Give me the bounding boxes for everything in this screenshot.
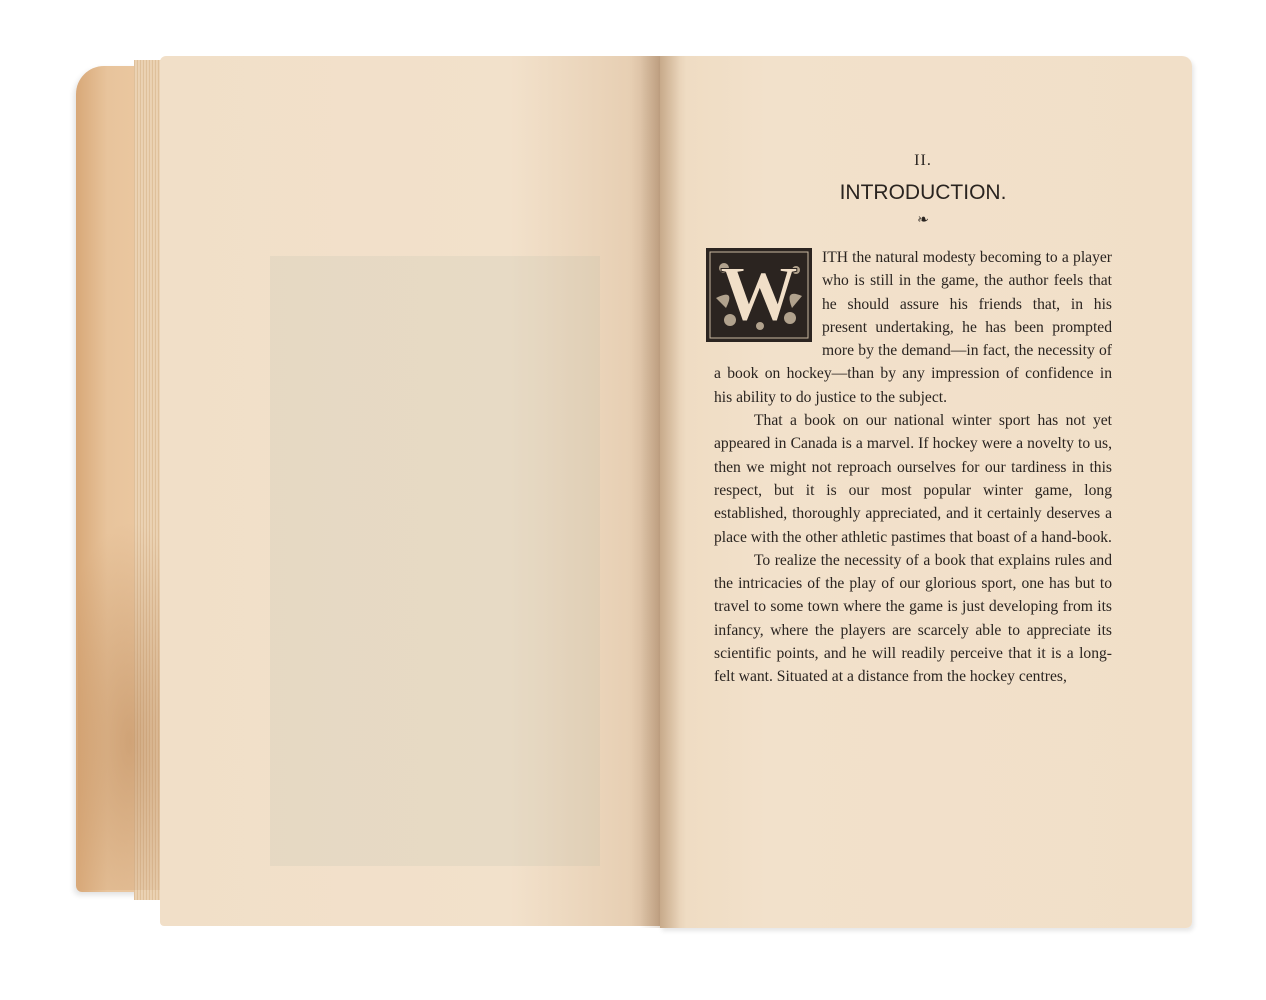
left-page [160, 56, 660, 926]
paragraph-3: To realize the necessity of a book that explains rules and the intricacies of the play of our glorious sport, one has but to travel to some town where the game is just developing from its infancy, where the players are scarcely able to appreciate its scientific points, and he will readily perceive that it is a long-felt want. Situated at a distance from the hockey centres, [714, 551, 1112, 686]
dropcap-w [706, 248, 812, 342]
paragraph-1 [714, 246, 1112, 409]
chapter-title: INTRODUCTION. [839, 181, 1007, 204]
chapter-number: II. [914, 152, 932, 169]
gutter [640, 56, 680, 928]
dropcap-letter: W [720, 250, 798, 337]
bleed-through-shadow [270, 256, 600, 866]
paragraph-2: That a book on our national winter sport has not yet appeared in Canada is a marvel. If hockey were a novelty to us, then we might not reproach ourselves for our tardiness in this respect, but it is our most popular winter game, long established, thoroughly appreciated, and it certainly deserves a place with the other athletic pastimes that boast of a hand-book. [714, 412, 1112, 546]
ornament-icon: ❧ [917, 213, 929, 228]
page-text [714, 146, 1112, 689]
paragraph-1-text: ITH the natural modesty becoming to a player who is still in the game, the author feels that he should assure his friends that, in his present undertaking, he has been prompted more by the demand—in fact, the necessity of a book on hockey—than by any impression of confidence in his ability to do justice to the subject. [714, 249, 1112, 406]
